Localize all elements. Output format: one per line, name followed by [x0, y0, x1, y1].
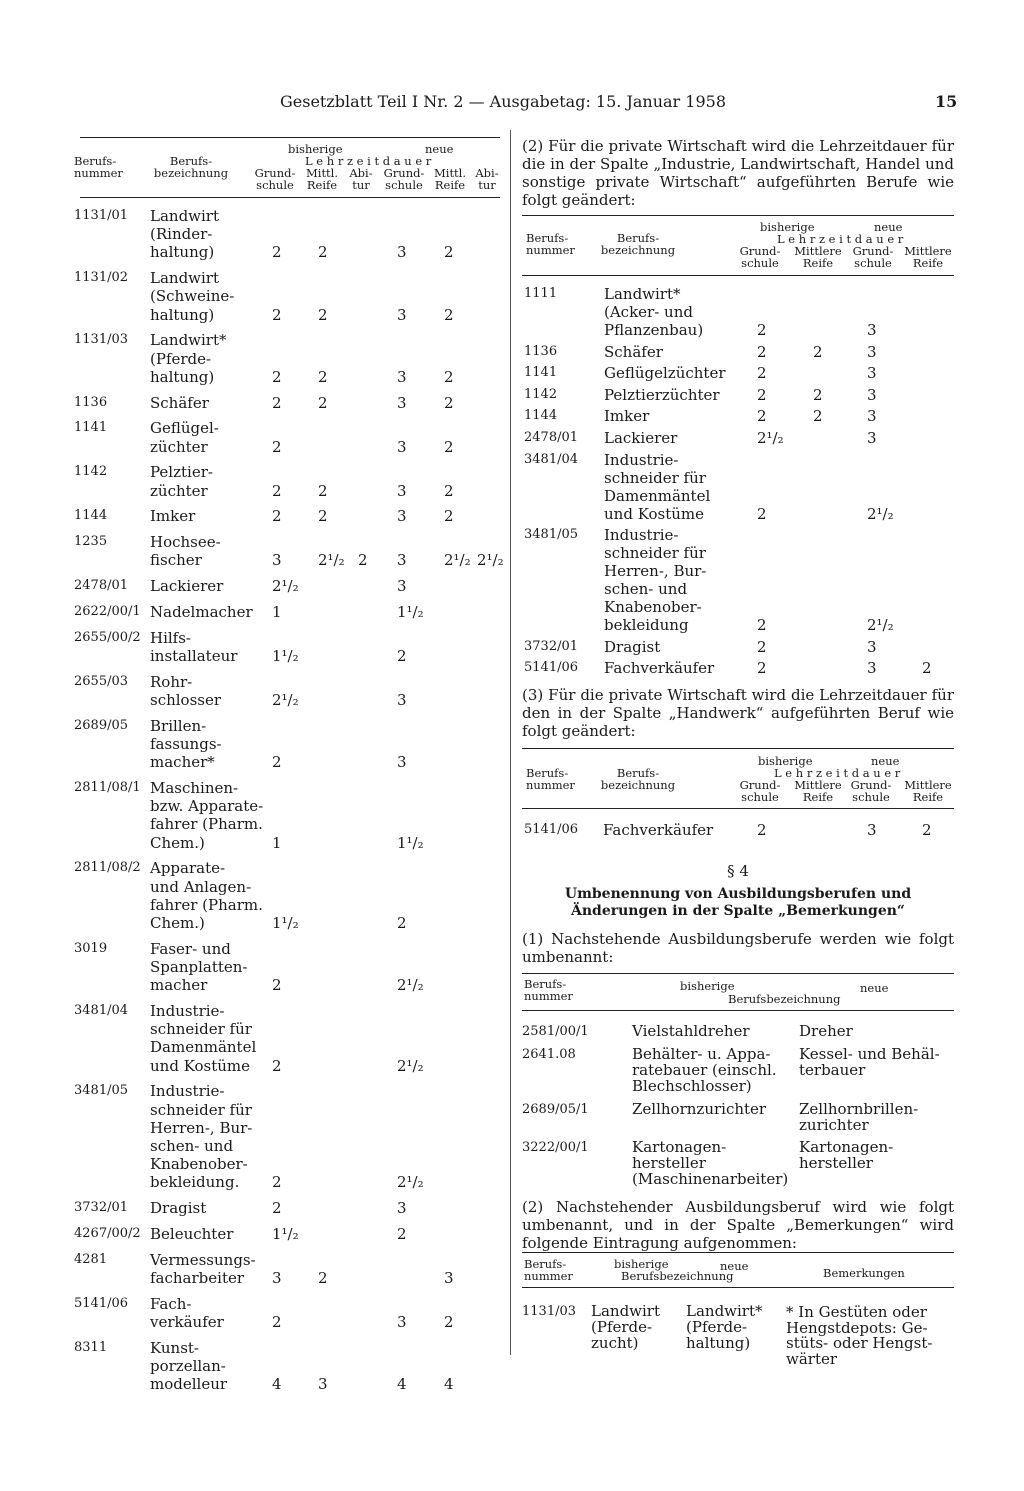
left-row-value: 2 — [444, 243, 454, 262]
left-row-bezeichnung: Landwirt (Rinder- haltung) — [150, 207, 220, 262]
t2-row-value: 2 — [813, 342, 823, 361]
t4-col-nummer-header: Berufs- nummer — [524, 977, 573, 1003]
left-row-value: 2 — [272, 305, 282, 324]
left-row-value: 3 — [397, 305, 407, 324]
left-row-bezeichnung: Lackierer — [150, 577, 224, 596]
paragraph-4-1: (1) Nachstehende Ausbildungsberufe werden wie folgt umbenannt: — [522, 930, 954, 966]
t3-header-lehrzeitdauer: L e h r z e i t d a u e r — [774, 766, 901, 780]
t2-row-nummer: 3481/04 — [524, 451, 579, 467]
t2-sub-header: Grund- schule — [852, 244, 894, 270]
left-row-nummer: 3732/01 — [74, 1200, 129, 1216]
left-row-bezeichnung: Hilfs- installateur — [150, 628, 238, 665]
left-row-value: 2 — [358, 551, 368, 570]
t2-row-bezeichnung: Landwirt* (Acker- und Pflanzenbau) — [604, 285, 704, 339]
table-2-head-rule — [522, 275, 954, 276]
left-row-bezeichnung: Pelztier- züchter — [150, 463, 213, 500]
t3-header-neue: neue — [871, 754, 900, 768]
left-row-value: 1¹/₂ — [272, 914, 299, 932]
left-row-value: 2¹/₂ — [397, 976, 424, 995]
left-row-value: 2 — [272, 481, 282, 500]
left-row-bezeichnung: Landwirt (Schweine- haltung) — [150, 269, 235, 324]
t2-row-nummer: 1142 — [524, 386, 558, 402]
left-row-value: 2¹/₂ — [477, 551, 504, 570]
left-row-value: 2 — [272, 1199, 282, 1218]
t5-new: Landwirt* (Pferde- haltung) — [686, 1302, 763, 1352]
left-row-value: 2 — [318, 367, 328, 386]
t2-sub-header: Mittlere Reife — [794, 244, 842, 270]
left-row-bezeichnung: Rohr- schlosser — [150, 672, 222, 709]
t4-row-new: Dreher — [799, 1022, 853, 1040]
t2-row-value: 2 — [757, 616, 767, 635]
page-number: 15 — [935, 92, 958, 111]
left-row-value: 2 — [272, 1056, 282, 1075]
t2-row-nummer: 1111 — [524, 286, 558, 301]
left-row-value: 3 — [397, 481, 407, 500]
paragraph-2: (2) Für die private Wirtschaft wird die Lehrzeitdauer für die in der Spalte „Industrie, Landwirtschaft, Handel und sonstige private Wirtschaft“ aufgeführten Berufe wie folgt geändert: — [522, 137, 954, 209]
t2-row-bezeichnung: Lackierer — [604, 429, 678, 447]
left-header-neue: neue — [425, 142, 454, 156]
table-5-head-rule — [522, 1287, 954, 1288]
t2-row-value: 2 — [922, 659, 932, 678]
t2-row-bezeichnung: Geflügelzüchter — [604, 364, 726, 383]
t4-row-nummer: 2581/00/1 — [522, 1024, 589, 1039]
t4-header-berufsbezeichnung: Berufsbezeichnung — [728, 992, 841, 1006]
t3-row-nummer: 5141/06 — [524, 822, 579, 837]
left-row-nummer: 1235 — [74, 534, 108, 550]
t2-col-bezeichnung-header: Berufs- bezeichnung — [600, 231, 676, 257]
left-row-bezeichnung: Landwirt* (Pferde- haltung) — [150, 331, 227, 386]
table-4-head-rule — [522, 1010, 954, 1011]
t2-row-value: 3 — [867, 321, 877, 339]
t2-row-value: 2 — [757, 342, 767, 361]
left-row-value: 1¹/₂ — [397, 603, 424, 621]
t4-row-old: Vielstahldreher — [632, 1022, 750, 1040]
left-row-value: 4 — [272, 1375, 282, 1394]
section-4-title: Umbenennung von Ausbildungsberufen und Änderungen in der Spalte „Bemerkungen“ — [564, 886, 912, 919]
left-header-lehrzeitdauer: L e h r z e i t d a u e r — [305, 154, 432, 168]
t5-bem: * In Gestüten oder Hengstdepots: Ge- stüts- oder Hengst- wärter — [786, 1303, 933, 1368]
left-row-nummer: 3481/04 — [74, 1003, 129, 1018]
left-row-value: 4 — [444, 1375, 454, 1394]
left-row-bezeichnung: Geflügel- züchter — [150, 419, 219, 456]
t2-row-value: 2 — [757, 504, 767, 523]
t4-row-new: Kessel- und Behäl- terbauer — [799, 1045, 940, 1079]
left-row-value: 2 — [397, 647, 407, 665]
t2-row-value: 2 — [757, 385, 767, 404]
t2-row-nummer: 2478/01 — [524, 430, 579, 445]
left-row-bezeichnung: Apparate- und Anlagen- fahrer (Pharm. Chem.) — [150, 859, 263, 932]
t2-row-bezeichnung: Fachverkäufer — [604, 659, 715, 678]
left-row-value: 2 — [444, 393, 454, 412]
left-table-top-rule — [80, 137, 500, 138]
t4-row-old: Behälter- u. Appa- ratebauer (einschl. Blechschlosser) — [632, 1045, 777, 1095]
left-row-value: 3 — [397, 243, 407, 262]
t4-row-old: Zellhornzurichter — [632, 1100, 767, 1118]
left-table-head-rule — [80, 197, 500, 198]
left-row-nummer: 2655/00/2 — [74, 629, 141, 645]
left-row-nummer: 1131/03 — [74, 332, 129, 348]
left-row-bezeichnung: Maschinen- bzw. Apparate- fahrer (Pharm. Chem.) — [150, 779, 264, 852]
t3-header-bisherige: bisherige — [758, 754, 813, 768]
t2-sub-header: Grund- schule — [739, 244, 781, 270]
t2-row-value: 3 — [867, 429, 877, 447]
left-row-value: 2 — [318, 481, 328, 500]
t2-row-bezeichnung: Pelztierzüchter — [604, 385, 720, 404]
left-row-value: 3 — [397, 507, 407, 526]
paragraph-3: (3) Für die private Wirtschaft wird die Lehrzeitdauer für den in der Spalte „Handwerk“ aufgeführten Beruf wie folgt geändert: — [522, 686, 954, 740]
left-row-value: 2 — [272, 976, 282, 995]
left-row-value: 3 — [272, 1269, 282, 1287]
left-row-value: 2 — [272, 367, 282, 386]
left-row-nummer: 4281 — [74, 1251, 108, 1267]
left-row-value: 3 — [397, 1313, 407, 1331]
t3-col-bezeichnung-header: Berufs- bezeichnung — [600, 766, 676, 792]
left-row-value: 1¹/₂ — [397, 833, 424, 852]
t4-row-new: Zellhornbrillen- zurichter — [799, 1100, 919, 1134]
left-row-nummer: 1142 — [74, 464, 108, 480]
left-sub-header: Abi- tur — [349, 166, 373, 192]
left-row-nummer: 4267/00/2 — [74, 1226, 141, 1241]
left-row-bezeichnung: Industrie- schneider für Herren-, Bur- schen- und Knabenober- bekleidung. — [150, 1082, 253, 1192]
left-row-bezeichnung: Nadelmacher — [150, 603, 253, 621]
t2-row-value: 2¹/₂ — [867, 616, 894, 635]
t3-sub-header: Grund- schule — [739, 778, 781, 804]
left-row-bezeichnung: Faser- und Spanplatten- macher — [150, 939, 248, 995]
t5-header-neue: neue — [720, 1259, 749, 1273]
t2-row-value: 2 — [757, 637, 767, 656]
left-row-nummer: 3019 — [74, 940, 108, 956]
left-row-value: 2 — [318, 243, 328, 262]
left-row-value: 2 — [444, 437, 454, 456]
left-row-value: 2 — [272, 507, 282, 526]
left-row-value: 2¹/₂ — [397, 1173, 424, 1192]
left-sub-header: Abi- tur — [475, 166, 499, 192]
left-row-bezeichnung: Vermessungs- facharbeiter — [150, 1250, 256, 1287]
t2-row-value: 2 — [757, 364, 767, 383]
t4-header-bisherige: bisherige — [680, 979, 735, 993]
t3-col-nummer-header: Berufs- nummer — [526, 766, 575, 792]
left-row-value: 3 — [318, 1375, 328, 1394]
t2-row-bezeichnung: Imker — [604, 407, 650, 426]
t3-row-bezeichnung: Fachverkäufer — [603, 821, 714, 839]
left-row-value: 2 — [272, 437, 282, 456]
table-3-head-rule — [522, 808, 954, 809]
left-row-value: 1 — [272, 603, 282, 621]
left-row-value: 3 — [397, 551, 407, 570]
left-row-value: 3 — [397, 691, 407, 709]
t2-header-lehrzeitdauer: L e h r z e i t d a u e r — [777, 232, 904, 246]
left-row-value: 2 — [318, 305, 328, 324]
left-row-value: 4 — [397, 1375, 407, 1394]
t2-col-nummer-header: Berufs- nummer — [526, 231, 575, 257]
left-sub-header: Mittl. Reife — [305, 166, 339, 192]
t4-header-neue: neue — [860, 981, 889, 995]
t3-row-value: 3 — [867, 821, 877, 839]
t2-row-bezeichnung: Industrie- schneider für Herren-, Bur- schen- und Knabenober- bekleidung — [604, 526, 707, 635]
left-row-bezeichnung: Kunst- porzellan- modelleur — [150, 1338, 228, 1394]
left-row-value: 3 — [397, 577, 407, 596]
t2-row-value: 2 — [813, 385, 823, 404]
t2-row-value: 2 — [757, 407, 767, 426]
left-row-value: 2¹/₂ — [444, 551, 471, 570]
left-row-nummer: 8311 — [74, 1339, 108, 1355]
left-col-nummer-header: Berufs- nummer — [74, 154, 123, 180]
t3-sub-header: Grund- schule — [850, 778, 892, 804]
t5-header-berufsbezeichnung: Berufsbezeichnung — [621, 1269, 734, 1283]
t5-col-nummer-header: Berufs- nummer — [524, 1257, 573, 1283]
left-row-value: 2 — [444, 481, 454, 500]
t2-header-bisherige: bisherige — [760, 220, 815, 234]
t2-row-value: 2 — [813, 407, 823, 426]
left-row-value: 2 — [444, 1313, 454, 1331]
left-sub-header: Grund- schule — [383, 166, 425, 192]
left-row-nummer: 2811/08/2 — [74, 860, 141, 876]
left-row-value: 3 — [444, 1269, 454, 1287]
left-row-nummer: 2478/01 — [74, 578, 129, 594]
left-row-nummer: 5141/06 — [74, 1295, 129, 1311]
left-row-bezeichnung: Fach- verkäufer — [150, 1294, 224, 1331]
t3-row-value: 2 — [757, 821, 767, 839]
left-row-value: 2¹/₂ — [318, 551, 345, 570]
t2-row-value: 3 — [867, 385, 877, 404]
left-row-value: 1¹/₂ — [272, 647, 299, 665]
t4-row-old: Kartonagen- hersteller (Maschinenarbeiter) — [632, 1138, 789, 1188]
t2-header-neue: neue — [874, 220, 903, 234]
left-col-bezeichnung-header: Berufs- bezeichnung — [153, 154, 229, 180]
left-row-bezeichnung: Dragist — [150, 1199, 207, 1218]
left-row-value: 2 — [397, 1225, 407, 1243]
left-row-value: 3 — [397, 753, 407, 772]
left-row-value: 1 — [272, 833, 282, 852]
t2-row-nummer: 3481/05 — [524, 527, 579, 543]
t2-row-value: 2 — [757, 321, 767, 339]
t2-row-value: 3 — [867, 659, 877, 678]
t2-row-value: 2¹/₂ — [867, 504, 894, 523]
left-row-nummer: 2655/03 — [74, 673, 129, 689]
t3-row-value: 2 — [922, 821, 932, 839]
left-row-value: 2 — [272, 1173, 282, 1192]
left-row-nummer: 1136 — [74, 394, 108, 410]
left-row-bezeichnung: Brillen- fassungs- macher* — [150, 716, 222, 772]
t2-row-nummer: 1144 — [524, 408, 558, 424]
t3-sub-header: Mittlere Reife — [904, 778, 952, 804]
t2-row-nummer: 5141/06 — [524, 660, 579, 676]
left-row-nummer: 1141 — [74, 420, 108, 436]
left-row-value: 2¹/₂ — [272, 691, 299, 709]
t2-row-nummer: 1136 — [524, 343, 558, 359]
left-header-bisherige: bisherige — [288, 142, 343, 156]
column-divider — [510, 130, 511, 1355]
left-row-nummer: 2689/05 — [74, 717, 129, 733]
left-row-value: 3 — [272, 551, 282, 570]
t2-row-bezeichnung: Industrie- schneider für Damenmäntel und Kostüme — [604, 450, 711, 523]
left-row-value: 2 — [444, 305, 454, 324]
page-header-title: Gesetzblatt Teil I Nr. 2 — Ausgabetag: 15. Januar 1958 — [280, 92, 727, 111]
t2-row-value: 3 — [867, 342, 877, 361]
left-row-nummer: 2811/08/1 — [74, 780, 141, 795]
left-row-nummer: 1131/02 — [74, 270, 129, 286]
t3-sub-header: Mittlere Reife — [794, 778, 842, 804]
table-5-top-rule — [522, 1252, 954, 1253]
left-row-value: 2 — [397, 914, 407, 932]
left-row-value: 3 — [397, 437, 407, 456]
t2-row-value: 3 — [867, 364, 877, 383]
t2-row-value: 2¹/₂ — [757, 429, 784, 447]
left-row-value: 2 — [318, 393, 328, 412]
left-row-value: 2¹/₂ — [397, 1056, 424, 1075]
t5-header-bisherige: bisherige — [614, 1257, 669, 1271]
left-row-value: 3 — [397, 367, 407, 386]
t4-row-nummer: 3222/00/1 — [522, 1140, 589, 1155]
t5-old: Landwirt (Pferde- zucht) — [591, 1302, 661, 1352]
t2-row-value: 3 — [867, 407, 877, 426]
left-row-nummer: 1131/01 — [74, 208, 129, 223]
section-4-number: § 4 — [727, 862, 749, 880]
paragraph-4-2: (2) Nachstehender Ausbildungsberuf wird wie folgt umbenannt, und in der Spalte „Bemerkungen“ wird folgende Eintragung aufgenommen: — [522, 1198, 954, 1252]
left-row-value: 2 — [444, 367, 454, 386]
left-row-value: 2¹/₂ — [272, 577, 299, 596]
t2-sub-header: Mittlere Reife — [904, 244, 952, 270]
t4-row-nummer: 2641.08 — [522, 1047, 576, 1062]
left-row-nummer: 2622/00/1 — [74, 604, 141, 619]
table-3-top-rule — [522, 748, 954, 749]
left-row-value: 2 — [272, 243, 282, 262]
left-sub-header: Grund- schule — [254, 166, 296, 192]
t5-header-bemerkungen: Bemerkungen — [823, 1266, 905, 1280]
left-row-value: 2 — [272, 753, 282, 772]
t2-row-bezeichnung: Schäfer — [604, 342, 663, 361]
left-row-value: 3 — [397, 1199, 407, 1218]
t4-row-new: Kartonagen- hersteller — [799, 1138, 894, 1172]
table-4-top-rule — [522, 973, 954, 974]
left-row-value: 3 — [397, 393, 407, 412]
left-row-value: 2 — [272, 1313, 282, 1331]
t5-nr: 1131/03 — [522, 1304, 577, 1319]
left-sub-header: Mittl. Reife — [433, 166, 467, 192]
left-row-bezeichnung: Beleuchter — [150, 1225, 234, 1243]
left-row-value: 2 — [444, 507, 454, 526]
table-2-top-rule — [522, 215, 954, 216]
t4-row-nummer: 2689/05/1 — [522, 1102, 589, 1117]
left-row-bezeichnung: Imker — [150, 507, 196, 526]
left-row-value: 2 — [318, 1269, 328, 1287]
left-row-bezeichnung: Industrie- schneider für Damenmäntel und Kostüme — [150, 1002, 257, 1075]
t2-row-value: 3 — [867, 637, 877, 656]
left-row-bezeichnung: Schäfer — [150, 393, 209, 412]
left-row-nummer: 3481/05 — [74, 1083, 129, 1099]
left-row-value: 2 — [272, 393, 282, 412]
left-row-nummer: 1144 — [74, 508, 108, 524]
left-row-bezeichnung: Hochsee- fischer — [150, 533, 221, 570]
t2-row-nummer: 1141 — [524, 365, 558, 381]
t2-row-nummer: 3732/01 — [524, 638, 579, 654]
left-row-value: 2 — [318, 507, 328, 526]
t2-row-value: 2 — [757, 659, 767, 678]
t2-row-bezeichnung: Dragist — [604, 637, 661, 656]
left-row-value: 1¹/₂ — [272, 1225, 299, 1243]
